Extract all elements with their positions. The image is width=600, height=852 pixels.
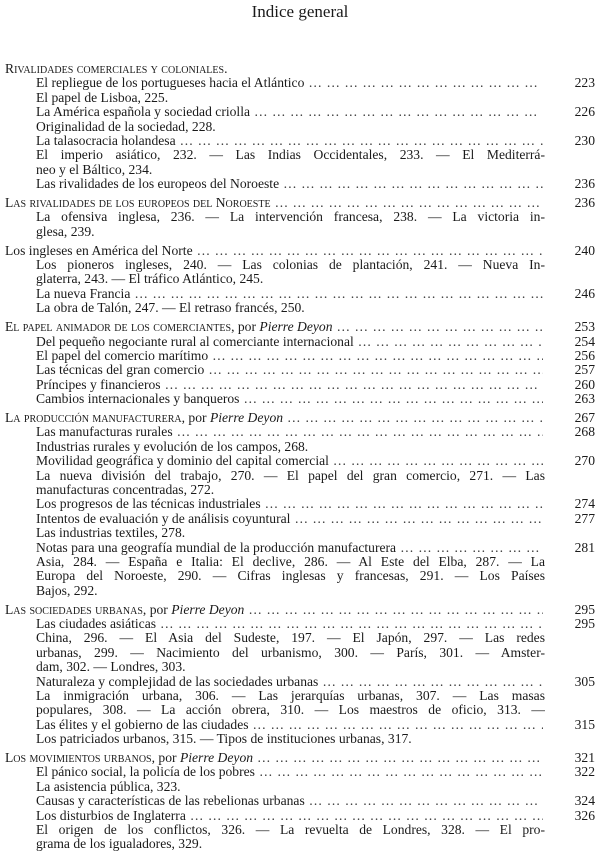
section-heading[interactable] xyxy=(5,603,595,617)
dot-leader xyxy=(265,497,543,511)
dot-leader xyxy=(358,335,543,349)
toc-entry[interactable] xyxy=(5,378,595,392)
subtopic-line: manufacturas concentradas, 272. xyxy=(36,481,215,497)
subtopic-line: Originalidad de la sociedad, 228. xyxy=(36,118,216,134)
toc-entry[interactable] xyxy=(5,349,595,363)
entry-page-number: 326 xyxy=(574,807,595,823)
section-page-number: 240 xyxy=(574,242,595,258)
entry-title: Las manufacturas rurales xyxy=(36,424,173,440)
entry-page-number: 257 xyxy=(574,362,595,378)
dot-leader xyxy=(243,392,543,406)
subtopic-line: grama de los igualadores, 329. xyxy=(36,836,203,852)
entry-title: Intentos de evaluación y de análisis coyuntural xyxy=(36,510,291,526)
entry-page-number: 281 xyxy=(574,539,595,555)
section-heading-label xyxy=(5,196,271,210)
entry-title: Causas y características de las rebelionas urbanas xyxy=(36,793,305,809)
section-heading[interactable] xyxy=(5,411,595,425)
toc-section xyxy=(5,244,595,316)
entry-page-number: 295 xyxy=(574,615,595,631)
subtopic-line: La inmigración urbana, 306. — Las jerarquías urbanas, 307. — Las masas xyxy=(36,688,545,703)
toc-entry[interactable] xyxy=(5,794,595,808)
entry-page-number: 230 xyxy=(574,132,595,148)
subtopic-line: Europa del Noroeste, 290. — Cifras inglesas y francesas, 291. — Los Países xyxy=(36,569,545,584)
entry-title: Notas para una geografía mundial de la producción manufacturera xyxy=(36,539,397,555)
subtopic-line: Las industrias textiles, 278. xyxy=(36,525,186,541)
author-prefix: , por xyxy=(231,319,260,335)
entry-title: Los progresos de las técnicas industriales xyxy=(36,496,261,512)
section-author: Pierre Deyon xyxy=(171,601,245,617)
toc-section xyxy=(5,62,595,192)
entry-page-number: 246 xyxy=(574,285,595,301)
subtopic-line: Asia, 284. — España e Italia: El declive, 286. — Al Este del Elba, 287. — La xyxy=(36,554,545,569)
toc-entry[interactable] xyxy=(5,425,595,439)
entry-title: Naturaleza y complejidad de las sociedades urbanas xyxy=(36,673,319,689)
dot-leader xyxy=(248,603,543,617)
section-title: El papel animador de los comerciantes xyxy=(5,319,232,335)
entry-page-number: 268 xyxy=(574,424,595,440)
subtopic-line: Bajos, 292. xyxy=(36,582,98,598)
dot-leader xyxy=(283,177,543,191)
section-heading-label xyxy=(5,603,244,617)
dot-leader xyxy=(294,512,543,526)
entry-page-number: 324 xyxy=(574,793,595,809)
entry-title: La nueva Francia xyxy=(36,285,131,301)
entry-page-number: 322 xyxy=(574,764,595,780)
dot-leader xyxy=(322,675,543,689)
subtopic-line: glaterra, 243. — El tráfico Atlántico, 245. xyxy=(36,271,264,287)
toc-entry[interactable] xyxy=(5,617,595,631)
section-title: Los movimientos urbanos xyxy=(5,749,152,765)
dot-leader xyxy=(254,105,543,119)
toc-section xyxy=(5,196,595,239)
toc-entry[interactable] xyxy=(5,675,595,689)
entry-title: Cambios internacionales y banqueros xyxy=(36,391,240,407)
section-title: Los ingleses en América del Norte xyxy=(5,242,193,258)
dot-leader xyxy=(253,718,543,732)
subtopic-line: La obra de Talón, 247. — El retraso francés, 250. xyxy=(36,300,305,316)
entry-title: Las élites y el gobierno de las ciudades xyxy=(36,716,249,732)
entry-title: El pánico social, la policía de los pobres xyxy=(36,764,255,780)
toc-section xyxy=(5,411,595,598)
entry-title: Las técnicas del gran comercio xyxy=(36,362,205,378)
dot-leader xyxy=(400,541,543,555)
entry-title: Los disturbios de Inglaterra xyxy=(36,807,186,823)
subtopic-line: La asistencia pública, 323. xyxy=(36,778,181,794)
dot-leader xyxy=(190,809,543,823)
toc-section xyxy=(5,320,595,406)
entry-title: La América española y sociedad criolla xyxy=(36,104,251,120)
section-author: Pierre Deyon xyxy=(259,319,333,335)
subtopic-line: El origen de los conflictos, 326. — La revuelta de Londres, 328. — El pro- xyxy=(36,822,545,837)
toc-entry[interactable] xyxy=(5,454,595,468)
entry-page-number: 236 xyxy=(574,176,595,192)
section-page-number: 321 xyxy=(574,749,595,765)
toc-entry[interactable] xyxy=(5,809,595,823)
section-heading[interactable] xyxy=(5,196,595,210)
subtopic-line: Los patriciados urbanos, 315. — Tipos de instituciones urbanas, 317. xyxy=(36,731,412,747)
dot-leader xyxy=(337,320,544,334)
dot-leader xyxy=(160,617,543,631)
toc-section xyxy=(5,751,595,852)
toc-entry[interactable] xyxy=(5,363,595,377)
dot-leader xyxy=(165,378,543,392)
entry-title: El repliegue de los portugueses hacia el Atlántico xyxy=(36,75,305,91)
entry-page-number: 277 xyxy=(574,510,595,526)
subtopic-line: Industrias rurales y evolución de los campos, 268. xyxy=(36,438,309,454)
entry-page-number: 260 xyxy=(574,376,595,392)
toc-entry[interactable] xyxy=(5,105,595,119)
entry-page-number: 254 xyxy=(574,333,595,349)
dot-leader xyxy=(257,751,543,765)
dot-leader xyxy=(308,76,543,90)
section-heading-label xyxy=(5,411,283,425)
subtopic-line: La nueva división del trabajo, 270. — El papel del gran comercio, 271. — Las xyxy=(36,468,545,483)
entry-title: Las ciudades asiáticas xyxy=(36,615,157,631)
toc-entry[interactable] xyxy=(5,497,595,511)
dot-leader xyxy=(309,794,543,808)
toc-entry[interactable] xyxy=(5,134,595,148)
section-heading[interactable] xyxy=(5,751,595,765)
entry-title: La talasocracia holandesa xyxy=(36,132,176,148)
subtopic-line: neo y el Báltico, 234. xyxy=(36,161,153,177)
subtopic-line: urbanas, 299. — Nacimiento del urbanismo, 300. — París, 301. — Amster- xyxy=(36,645,545,660)
section-author: Pierre Deyon xyxy=(179,749,254,765)
subtopic-line: China, 296. — El Asia del Sudeste, 197. — El Japón, 297. — Las redes xyxy=(36,631,545,646)
toc-entry[interactable] xyxy=(5,541,595,555)
entry-page-number: 315 xyxy=(574,716,595,732)
section-title: Las rivalidades de los europeos del Noroeste xyxy=(5,195,271,211)
entry-title: Príncipes y financieros xyxy=(36,376,161,392)
dot-leader xyxy=(333,454,543,468)
toc-section xyxy=(5,603,595,747)
subtopic-line: Los pioneros ingleses, 240. — Las colonias de plantación, 241. — Nueva In- xyxy=(36,258,545,273)
entry-page-number: 270 xyxy=(574,453,595,469)
section-heading[interactable] xyxy=(5,320,595,334)
toc-entry[interactable] xyxy=(5,765,595,779)
section-title: Las sociedades urbanas xyxy=(5,601,143,617)
subtopic-line: El papel de Lisboa, 225. xyxy=(36,89,169,105)
entry-page-number: 274 xyxy=(574,496,595,512)
subtopic-line: populares, 308. — La acción obrera, 310. — Los maestros de oficio, 313. — xyxy=(36,703,545,718)
toc-entry[interactable] xyxy=(5,718,595,732)
entry-title: El papel del comercio marítimo xyxy=(36,347,209,363)
toc-entry[interactable] xyxy=(5,512,595,526)
dot-leader xyxy=(259,765,543,779)
subtopic-line: La ofensiva inglesa, 236. — La intervención francesa, 238. — La victoria in- xyxy=(36,210,545,225)
toc-entry[interactable] xyxy=(5,392,595,406)
section-page-number: 295 xyxy=(574,601,595,617)
subtopic-line: El imperio asiático, 232. — Las Indias Occidentales, 233. — El Mediterrá- xyxy=(36,148,545,163)
section-title: La producción manufacturera xyxy=(5,409,182,425)
author-prefix: , por xyxy=(142,601,172,617)
toc-entry[interactable] xyxy=(5,335,595,349)
entry-page-number: 226 xyxy=(574,104,595,120)
subtopic-line: glesa, 239. xyxy=(36,223,95,239)
section-heading-label xyxy=(5,751,253,765)
entry-page-number: 305 xyxy=(574,673,595,689)
dot-leader xyxy=(197,244,543,258)
dot-leader xyxy=(177,425,543,439)
section-heading[interactable] xyxy=(5,244,595,258)
dot-leader xyxy=(134,287,543,301)
entry-title: Las rivalidades de los europeos del Noroeste xyxy=(36,176,280,192)
section-heading-label xyxy=(5,62,227,76)
entry-title: Movilidad geográfica y dominio del capital comercial xyxy=(36,453,329,469)
entry-page-number: 223 xyxy=(574,75,595,91)
dot-leader xyxy=(180,134,543,148)
dot-leader xyxy=(275,196,543,210)
section-page-number: 267 xyxy=(574,409,595,425)
entry-page-number: 263 xyxy=(574,391,595,407)
author-prefix: , por xyxy=(181,409,210,425)
table-of-contents xyxy=(5,62,595,852)
toc-entry[interactable] xyxy=(5,76,595,90)
section-heading-label xyxy=(5,244,193,258)
entry-title: Del pequeño negociante rural al comerciante internacional xyxy=(36,333,354,349)
section-page-number: 253 xyxy=(574,319,595,335)
section-heading[interactable] xyxy=(5,62,595,76)
section-author: Pierre Deyon xyxy=(209,409,284,425)
entry-page-number: 256 xyxy=(574,347,595,363)
toc-entry[interactable] xyxy=(5,287,595,301)
author-prefix: , por xyxy=(151,749,180,765)
subtopic-line: dam, 302. — Londres, 303. xyxy=(36,659,186,675)
dot-leader xyxy=(287,411,543,425)
section-page-number: 236 xyxy=(574,195,595,211)
toc-entry[interactable] xyxy=(5,177,595,191)
dot-leader xyxy=(212,349,543,363)
dot-leader xyxy=(208,363,543,377)
page-title: Indice general xyxy=(251,2,349,21)
section-title: Rivalidades comerciales y coloniales. xyxy=(5,61,228,76)
section-heading-label xyxy=(5,320,333,334)
